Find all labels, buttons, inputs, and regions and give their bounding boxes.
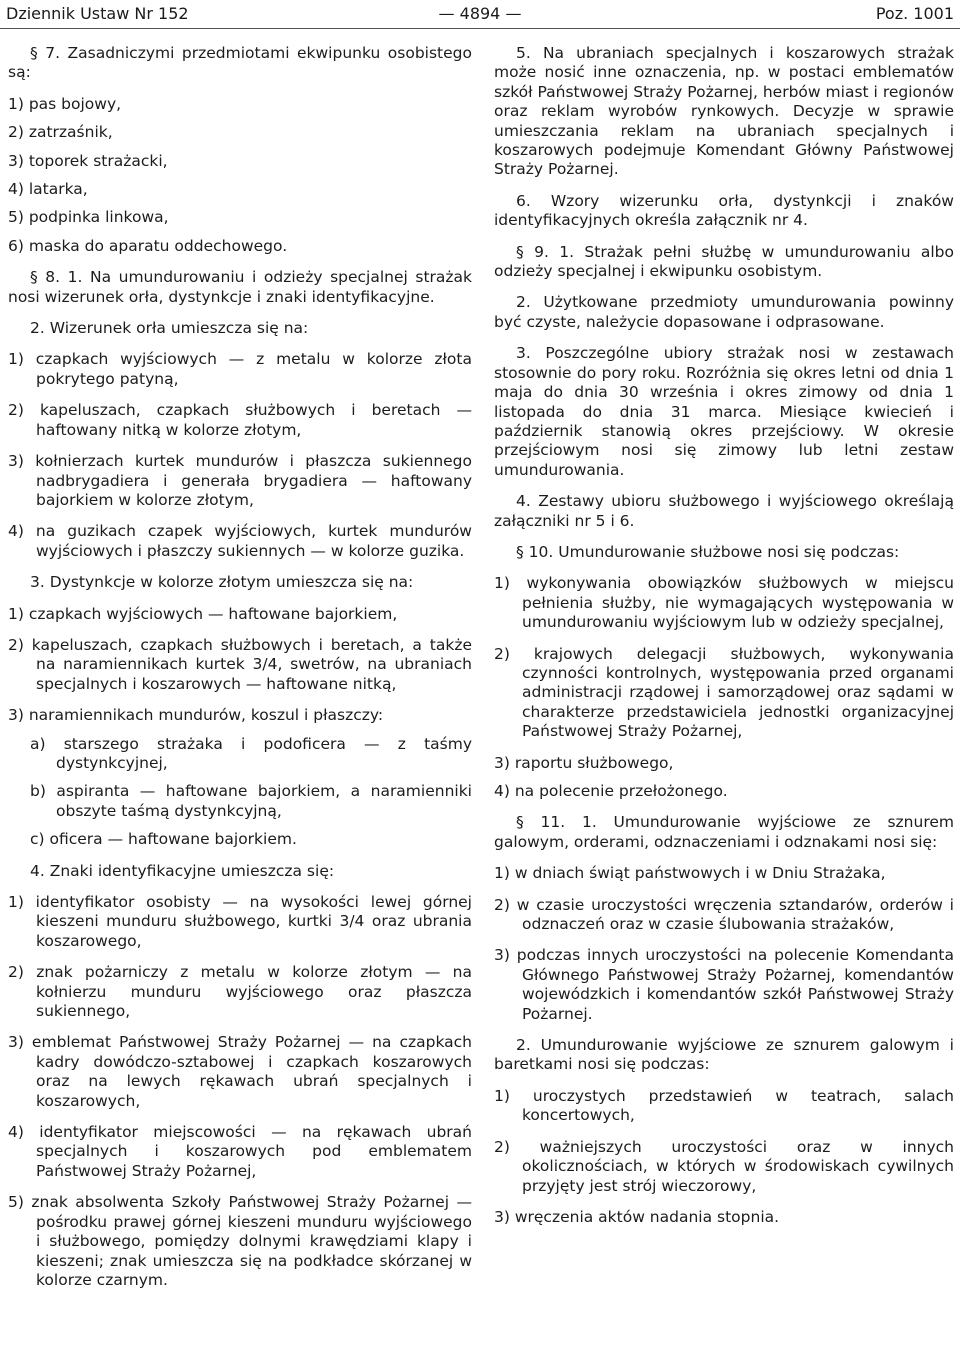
section-8-5: 5. Na ubraniach specjalnych i koszarowych strażak może nosić inne oznaczenia, np. w postaci emblematów szkół Państwowej Straży Pożarnej, herbów miast i regionów oraz reklam wyrobów rynkowych. Decyzje w sprawie umieszczania reklam na ubraniach specjalnych i koszarowych podejmuje Komendant Główny Państwowej Straży Pożarnej. bbox=[494, 44, 954, 179]
page-number: — 4894 — bbox=[438, 4, 522, 23]
section-9-1: § 9. 1. Strażak pełni służbę w umundurowaniu albo odzieży specjalnej i ekwipunku osobistym. bbox=[494, 242, 954, 281]
section-8-2: 2. Wizerunek orła umieszcza się na: bbox=[30, 319, 309, 338]
list-item: 2) znak pożarniczy z metalu w kolorze złotym — na kołnierzu munduru wyjściowego oraz płaszcza sukiennego, bbox=[8, 963, 472, 1021]
list-item: 1) identyfikator osobisty — na wysokości lewej górnej kieszeni munduru służbowego, kurtki 3/4 oraz ubrania koszarowego, bbox=[8, 893, 472, 950]
section-9-2: 2. Użytkowane przedmioty umundurowania powinny być czyste, należycie dopasowane i odprasowane. bbox=[494, 293, 954, 331]
list-item: 4) na guzikach czapek wyjściowych, kurtek mundurów wyjściowych i płaszczy sukiennych — w kolorze guzika. bbox=[8, 522, 472, 560]
list-item: 6) maska do aparatu oddechowego. bbox=[8, 236, 288, 255]
section-8-6: 6. Wzory wizerunku orła, dystynkcji i znaków identyfikacyjnych określa załącznik nr 4. bbox=[494, 191, 954, 230]
list-item: 2) w czasie uroczystości wręczenia sztandarów, orderów i odznaczeń oraz w czasie ślubowania strażaków, bbox=[494, 895, 954, 934]
section-9-4: 4. Zestawy ubioru służbowego i wyjściowego określają załączniki nr 5 i 6. bbox=[494, 492, 954, 530]
list-item: 4) identyfikator miejscowości — na rękawach ubrań specjalnych i koszarowych pod emblematem Państwowej Straży Pożarnej, bbox=[8, 1123, 472, 1180]
list-item: 1) czapkach wyjściowych — z metalu w kolorze złota pokrytego patyną, bbox=[8, 350, 472, 388]
list-item: 3) emblemat Państwowej Straży Pożarnej — na czapkach kadry dowódczo-sztabowej i czapkach koszarowych oraz na lewych rękawach ubrań specjalnych i koszarowych, bbox=[8, 1033, 472, 1110]
list-item: 2) krajowych delegacji służbowych, wykonywania czynności kontrolnych, występowania przed organami administracji rządowej i samorządowej oraz sądami w charakterze przedstawiciela jednostki organizacyjnej Państwowej Straży Pożarnej, bbox=[494, 644, 954, 741]
item-number: Poz. 1001 bbox=[875, 4, 954, 23]
section-8-4: 4. Znaki identyfikacyjne umieszcza się: bbox=[30, 861, 335, 880]
section-10: § 10. Umundurowanie służbowe nosi się podczas: bbox=[516, 542, 900, 561]
list-item: 5) znak absolwenta Szkoły Państwowej Straży Pożarnej — pośrodku prawej górnej kieszeni munduru wyjściowego i służbowego, pomiędzy dolnymi krawędziami klapy i kieszeni; znak umieszcza się na podkładce skórzanej w kolorze czarnym. bbox=[8, 1193, 472, 1289]
right-column bbox=[494, 44, 954, 1239]
list-item: 1) wykonywania obowiązków służbowych w miejscu pełnienia służby, nie wymagających występowania w umundurowaniu wyjściowym lub w odzieży specjalnej, bbox=[494, 574, 954, 632]
section-11-2: 2. Umundurowanie wyjściowe ze sznurem galowym i baretkami nosi się podczas: bbox=[494, 1036, 954, 1074]
list-item: 2) kapeluszach, czapkach służbowych i beretach, a także na naramiennikach kurtek 3/4, swetrów, na ubraniach specjalnych i koszarowych — haftowane nitką, bbox=[8, 635, 472, 693]
list-item: 3) kołnierzach kurtek mundurów i płaszcza sukiennego nadbrygadiera i generała brygadiera — haftowany bajorkiem w kolorze złotym, bbox=[8, 452, 472, 509]
list-item: 3) wręczenia aktów nadania stopnia. bbox=[494, 1207, 780, 1226]
section-7-intro: § 7. Zasadniczymi przedmiotami ekwipunku osobistego są: bbox=[8, 44, 472, 82]
left-column bbox=[8, 44, 472, 1302]
page-header bbox=[0, 0, 960, 32]
section-11-1: § 11. 1. Umundurowanie wyjściowe ze sznurem galowym, orderami, odznaczeniami i odznakami nosi się: bbox=[494, 813, 954, 851]
list-item: 2) kapeluszach, czapkach służbowych i beretach — haftowany nitką w kolorze złotym, bbox=[8, 401, 472, 439]
list-item: 4) na polecenie przełożonego. bbox=[494, 782, 728, 800]
section-8-3: 3. Dystynkcje w kolorze złotym umieszcza się na: bbox=[30, 573, 414, 592]
journal-title: Dziennik Ustaw Nr 152 bbox=[6, 4, 189, 23]
list-item: 1) pas bojowy, bbox=[8, 94, 122, 113]
sub-list-item: a) starszego strażaka i podoficera — z taśmy dystynkcyjnej, bbox=[30, 734, 472, 772]
list-item: 2) zatrzaśnik, bbox=[8, 123, 113, 142]
sub-list-item: b) aspiranta — haftowane bajorkiem, a naramienniki obszyte taśmą dystynkcyjną, bbox=[30, 782, 472, 820]
list-item: 3) podczas innych uroczystości na polecenie Komendanta Głównego Państwowej Straży Pożarnej, komendantów wojewódzkich i komendantów szkół Państwowej Straży Pożarnej. bbox=[494, 946, 954, 1023]
list-item: 2) ważniejszych uroczystości oraz w innych okolicznościach, w których w środowiskach cywilnych przyjęty jest strój wieczorowy, bbox=[494, 1137, 954, 1195]
list-item: 4) latarka, bbox=[8, 180, 88, 199]
list-item: 1) czapkach wyjściowych — haftowane bajorkiem, bbox=[8, 604, 398, 623]
list-item: 1) w dniach świąt państwowych i w Dniu Strażaka, bbox=[494, 864, 886, 883]
section-8-1: § 8. 1. Na umundurowaniu i odzieży specjalnej strażak nosi wizerunek orła, dystynkcje i znaki identyfikacyjne. bbox=[8, 268, 472, 306]
list-item: 5) podpinka linkowa, bbox=[8, 208, 169, 227]
sub-list-item: c) oficera — haftowane bajorkiem. bbox=[30, 830, 297, 849]
section-9-3: 3. Poszczególne ubiory strażak nosi w zestawach stosownie do pory roku. Rozróżnia się okres letni od dnia 1 maja do dnia 30 września i okres zimowy od dnia 1 listopada do dnia 31 marca. Miesiące kwiecień i październik stanowią okres przejściowy. W okresie przejściowym nosi się zimowy lub letni zestaw umundurowania. bbox=[494, 344, 954, 479]
header-divider bbox=[0, 28, 960, 29]
list-item: 1) uroczystych przedstawień w teatrach, salach koncertowych, bbox=[494, 1086, 954, 1125]
list-item: 3) naramiennikach mundurów, koszul i płaszczy: bbox=[8, 706, 384, 725]
list-item: 3) toporek strażacki, bbox=[8, 151, 168, 170]
list-item: 3) raportu służbowego, bbox=[494, 753, 674, 772]
